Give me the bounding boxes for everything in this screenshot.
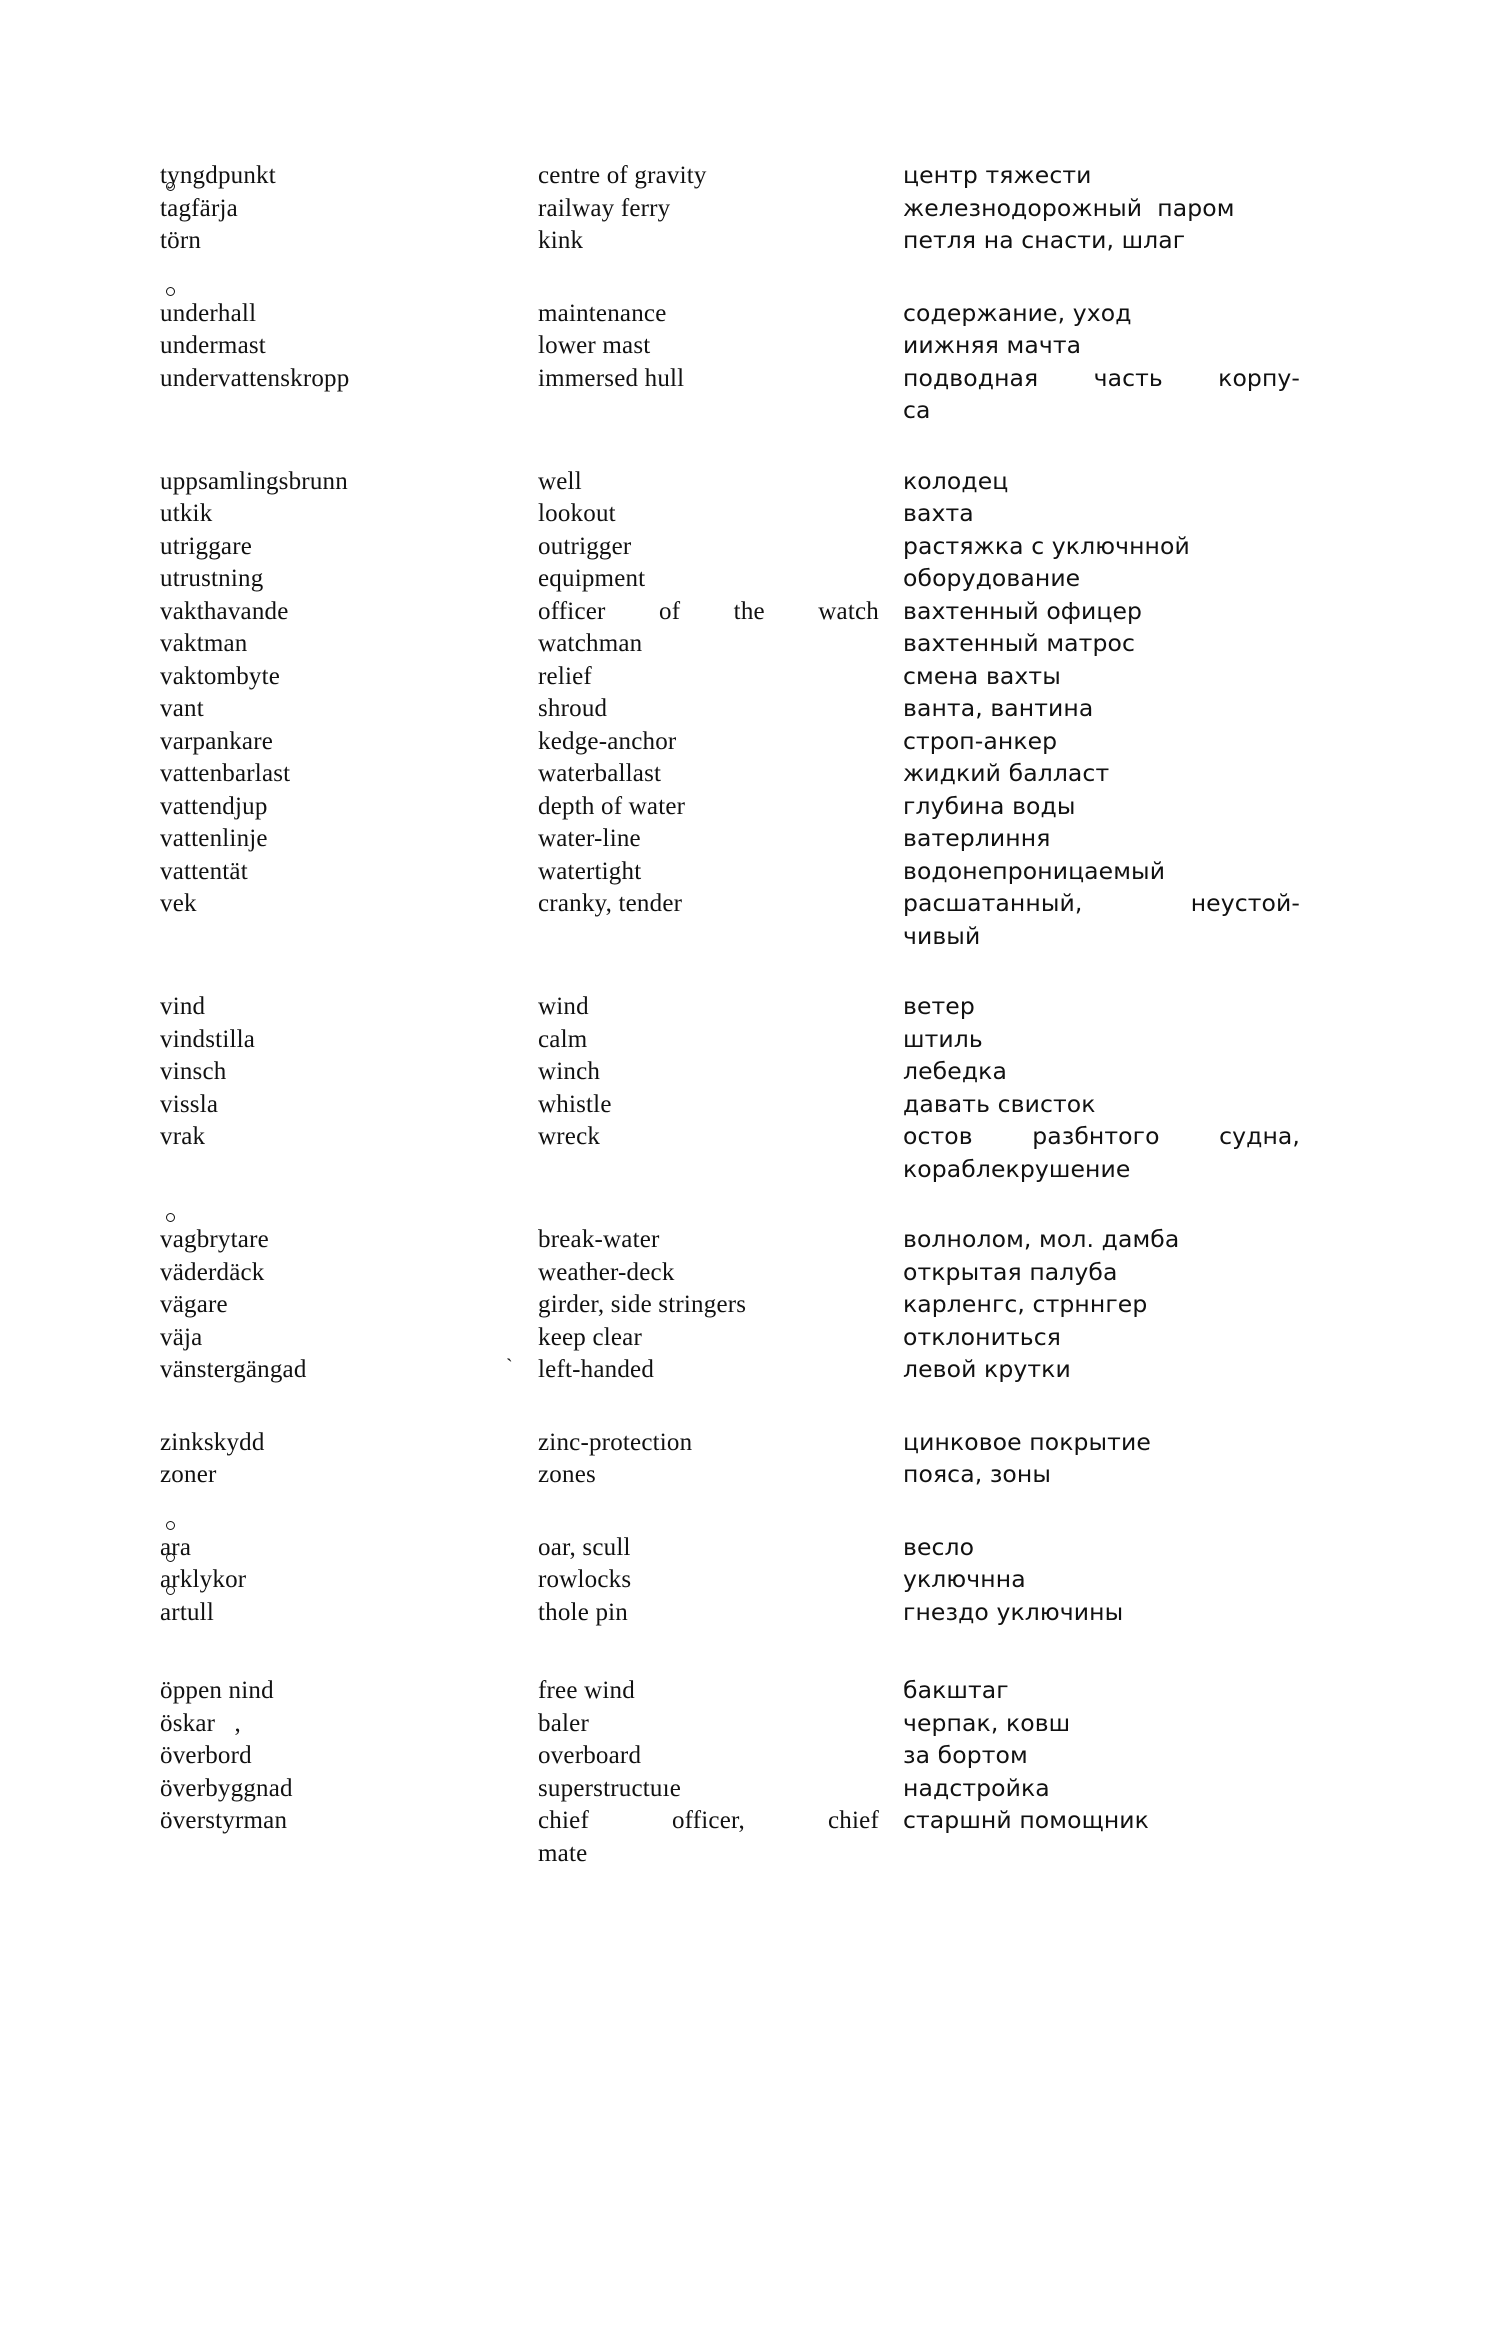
entry-translation-english: winch [538, 1058, 601, 1086]
entry-translation-english: keep clear [538, 1323, 643, 1351]
entry-term-swedish: väja [160, 1323, 203, 1351]
entry-translation-russian: весло [903, 1532, 975, 1561]
entry-translation-english: maintenance [538, 299, 667, 327]
entry-term-swedish [160, 1564, 538, 1597]
dictionary-entry [160, 1805, 1360, 1838]
entry-term-swedish [160, 298, 538, 331]
entry-translation-english: shroud [538, 695, 608, 723]
translation-word: подводная [903, 363, 1039, 392]
entry-translation-english: free wind [538, 1677, 635, 1705]
entry-term-swedish: överbyggnad [160, 1774, 293, 1802]
entry-translation-english: break-water [538, 1226, 660, 1254]
dictionary-entry [160, 791, 1360, 824]
dictionary-entry [160, 498, 1360, 531]
entry-term-swedish: zoner [160, 1461, 217, 1489]
entry-term-swedish [160, 1532, 538, 1565]
entry-translation-english: lower mast [538, 332, 651, 359]
entry-translation-russian [903, 1121, 1360, 1152]
entry-translation-russian: гнездо уключины [903, 1597, 1124, 1626]
entry-translation-russian: растяжка с уключнной [903, 531, 1190, 560]
entry-group [160, 1427, 1360, 1492]
entry-term-swedish: öskar , [160, 1709, 241, 1737]
entry-translation-russian: петля на снасти, шлаг [903, 226, 1186, 254]
entry-translation-russian [903, 888, 1360, 919]
dictionary-entry [160, 363, 1360, 396]
dictionary-entry [160, 225, 1360, 258]
entry-term-swedish: utkik [160, 500, 213, 528]
translation-word: of [659, 597, 681, 625]
entry-translation-russian: старшнй помощник [903, 1806, 1149, 1835]
entry-group [160, 991, 1360, 1184]
entry-term-swedish: vattendjup [160, 792, 268, 820]
entry-term-swedish: vaktombyte [160, 662, 281, 690]
dictionary-entry [160, 1056, 1360, 1089]
entry-translation-english: water-line [538, 825, 641, 853]
entry-term-swedish: vägare [160, 1291, 228, 1319]
dictionary-entry [160, 1121, 1360, 1154]
entry-translation-english: calm [538, 1025, 588, 1053]
entry-translation-russian: давать свисток [903, 1089, 1096, 1118]
entry-term-swedish: överstyrman [160, 1807, 288, 1835]
entry-translation-russian: левой крутки [903, 1355, 1071, 1384]
translation-word: officer, [671, 1807, 745, 1835]
entry-translation-russian [903, 363, 1360, 394]
dictionary-entry [160, 160, 1360, 193]
dictionary-entry [160, 1224, 1360, 1257]
ring-diacritic-mark: vagbrytare [160, 1224, 269, 1257]
dictionary-entry [160, 1322, 1360, 1355]
continuation-english: mate [538, 1839, 588, 1867]
translation-word: the [733, 597, 765, 625]
entry-translation-russian: вахтенный офицер [903, 596, 1143, 625]
dictionary-entry [160, 193, 1360, 226]
ring-diacritic-mark: artull [160, 1597, 214, 1630]
continuation-russian: кораблекрушение [903, 1154, 1131, 1183]
entry-term-swedish: undervattenskropp [160, 364, 350, 392]
entry-term-swedish: vattentät [160, 857, 248, 885]
translation-word: watch [818, 597, 879, 625]
entry-translation-english: equipment [538, 565, 646, 593]
entry-term-swedish: vind [160, 993, 206, 1021]
dictionary-entry [160, 1289, 1360, 1322]
entry-translation-russian: глубина воды [903, 791, 1076, 820]
dictionary-entry [160, 1597, 1360, 1630]
entry-term-swedish: varpankare [160, 727, 274, 755]
entry-continuation [160, 1838, 1360, 1871]
dictionary-entry [160, 661, 1360, 694]
entry-translation-english: zones [538, 1461, 596, 1489]
continuation-russian: са [903, 396, 931, 424]
entry-translation-russian: карленгс, стрннгер [903, 1290, 1148, 1319]
entry-translation-russian: за бортом [903, 1741, 1028, 1770]
entry-term-swedish: vattenlinje [160, 825, 268, 853]
entry-translation-english: centre of gravity [538, 162, 707, 189]
dictionary-entry [160, 888, 1360, 921]
entry-group [160, 298, 1360, 426]
dictionary-entry [160, 466, 1360, 499]
entry-translation-english: kink [538, 227, 584, 254]
entry-translation-russian: колодец [903, 466, 1009, 495]
entry-translation-english: thole pin [538, 1598, 628, 1626]
entry-continuation [160, 395, 1360, 426]
entry-term-swedish [160, 1597, 538, 1630]
entry-translation-russian: черпак, ковш [903, 1708, 1071, 1737]
entry-term-swedish: tyngdpunkt [160, 162, 276, 189]
entry-translation-russian: ветер [903, 992, 975, 1021]
entry-term-swedish: vakthavande [160, 597, 289, 625]
entry-translation-russian: оборудование [903, 564, 1081, 593]
translation-word: officer [538, 597, 606, 625]
entry-term-swedish: vattenbarlast [160, 760, 291, 788]
entry-term-swedish: vant [160, 695, 204, 723]
entry-translation-russian: железнодорожный паром [903, 193, 1235, 222]
entry-translation-english: wreck [538, 1123, 601, 1151]
entry-translation-english: waterballast [538, 760, 662, 788]
entry-term-swedish: överbord [160, 1742, 252, 1770]
entry-translation-english: oar, scull [538, 1533, 631, 1561]
entry-term-swedish: vrak [160, 1123, 206, 1151]
entry-term-swedish: vinsch [160, 1058, 227, 1086]
entry-translation-english: overboard [538, 1742, 642, 1770]
dictionary-entry [160, 1257, 1360, 1290]
dictionary-entry [160, 1354, 1360, 1387]
entry-term-swedish: uppsamlingsbrunn [160, 467, 348, 495]
entry-translation-english: outrigger [538, 532, 632, 560]
entry-translation-english: watertight [538, 857, 642, 885]
entry-translation-russian: строп-анкер [903, 726, 1058, 755]
entry-translation-english: weather-deck [538, 1258, 675, 1286]
translation-word: судна, [1219, 1122, 1300, 1151]
entry-translation-english: relief [538, 662, 592, 690]
dictionary-entry [160, 298, 1360, 331]
entry-term-swedish: vissla [160, 1090, 219, 1118]
entry-translation-english: immersed hull [538, 364, 685, 392]
translation-word: остов [903, 1122, 973, 1151]
translation-word: chief [828, 1807, 879, 1835]
entry-translation-english: girder, side stringers [538, 1291, 747, 1319]
dictionary-entries [160, 160, 1360, 1910]
entry-translation-english: whistle [538, 1090, 612, 1118]
entry-translation-russian: водонепроницаемый [903, 856, 1166, 885]
dictionary-entry [160, 1459, 1360, 1492]
entry-translation-english: kedge-anchor [538, 727, 677, 755]
dictionary-entry [160, 1564, 1360, 1597]
entry-term-swedish: undermast [160, 332, 266, 359]
stray-ink-mark: ˏ [506, 1340, 513, 1362]
dictionary-entry [160, 1708, 1360, 1741]
dictionary-entry [160, 1427, 1360, 1460]
entry-translation-russian: цинковое покрытие [903, 1427, 1151, 1456]
entry-term-swedish [160, 193, 538, 226]
entry-term-swedish: utriggare [160, 532, 253, 560]
entry-translation-russian: открытая палуба [903, 1257, 1118, 1286]
dictionary-entry [160, 1089, 1360, 1122]
dictionary-entry [160, 531, 1360, 564]
entry-translation-english: cranky, tender [538, 890, 683, 918]
dictionary-entry [160, 563, 1360, 596]
entry-translation-russian: волнолом, мол. дамба [903, 1225, 1180, 1254]
dictionary-entry [160, 856, 1360, 889]
entry-translation-english: lookout [538, 500, 616, 528]
dictionary-entry [160, 726, 1360, 759]
entry-term-swedish: vaktman [160, 630, 248, 658]
entry-term-swedish: törn [160, 227, 202, 254]
translation-word: корпу- [1218, 363, 1300, 392]
entry-group [160, 1224, 1360, 1387]
entry-term-swedish: öppen nind [160, 1677, 274, 1705]
ring-diacritic-mark: tagfärja [160, 193, 238, 226]
entry-translation-russian: жидкий балласт [903, 759, 1110, 788]
entry-term-swedish: zinkskydd [160, 1428, 265, 1456]
entry-translation-russian: смена вахты [903, 661, 1061, 690]
entry-group [160, 1675, 1360, 1870]
entry-translation-english [538, 1805, 903, 1838]
entry-continuation [160, 921, 1360, 952]
entry-translation-russian: ванта, вантина [903, 694, 1094, 723]
continuation-russian: чивый [903, 921, 981, 950]
entry-translation-english: superstructuıe [538, 1774, 682, 1802]
entry-group [160, 466, 1360, 952]
entry-translation-russian: штиль [903, 1024, 983, 1053]
entry-translation-english: railway ferry [538, 194, 671, 222]
dictionary-entry [160, 1740, 1360, 1773]
dictionary-entry [160, 628, 1360, 661]
entry-translation-russian: вахтенный матрос [903, 629, 1135, 658]
translation-word: расшатанный, [903, 889, 1083, 918]
dictionary-entry [160, 991, 1360, 1024]
dictionary-entry [160, 1024, 1360, 1057]
entry-translation-russian: пояса, зоны [903, 1460, 1052, 1489]
entry-translation-russian: вахта [903, 499, 974, 528]
entry-group [160, 1532, 1360, 1630]
entry-translation-english: left-handed [538, 1356, 655, 1384]
entry-term-swedish: utrustning [160, 565, 264, 593]
entry-translation-english: zinc-protection [538, 1428, 693, 1456]
entry-term-swedish: vindstilla [160, 1025, 256, 1053]
entry-translation-english: watchman [538, 630, 643, 658]
entry-translation-russian: отклониться [903, 1322, 1061, 1351]
entry-term-swedish: vek [160, 890, 197, 918]
entry-translation-russian: ватерлиння [903, 824, 1051, 853]
entry-translation-russian: иижняя мачта [903, 331, 1082, 359]
entry-translation-english: depth of water [538, 792, 686, 820]
dictionary-entry [160, 693, 1360, 726]
entry-translation-english: wind [538, 993, 589, 1021]
entry-translation-english: rowlocks [538, 1566, 632, 1594]
entry-translation-english: well [538, 467, 582, 495]
ring-diacritic-mark: arklykor [160, 1564, 246, 1597]
translation-word: часть [1093, 363, 1163, 392]
entry-translation-russian: бакштаг [903, 1676, 1009, 1705]
dictionary-entry [160, 823, 1360, 856]
translation-word: разбнтого [1032, 1122, 1160, 1151]
entry-term-swedish [160, 1224, 538, 1257]
dictionary-entry [160, 330, 1360, 363]
dictionary-entry [160, 1675, 1360, 1708]
entry-translation-russian: уключнна [903, 1565, 1026, 1594]
entry-term-swedish: vänstergängad [160, 1356, 307, 1384]
entry-continuation [160, 1154, 1360, 1185]
dictionary-entry [160, 1773, 1360, 1806]
ring-diacritic-mark: ara [160, 1532, 191, 1565]
dictionary-entry [160, 758, 1360, 791]
dictionary-entry [160, 1532, 1360, 1565]
translation-word: неустой- [1190, 889, 1300, 918]
entry-translation-russian: содержание, уход [903, 298, 1132, 327]
dictionary-entry [160, 596, 1360, 629]
ring-diacritic-mark: underhall [160, 298, 256, 331]
entry-term-swedish: väderdäck [160, 1258, 265, 1286]
entry-translation-english: baler [538, 1709, 589, 1737]
entry-translation-russian: лебедка [903, 1057, 1007, 1086]
entry-group [160, 160, 1360, 258]
entry-translation-english [538, 596, 903, 629]
entry-translation-russian: надстройка [903, 1773, 1050, 1802]
entry-translation-russian: центр тяжести [903, 161, 1092, 189]
translation-word: chief [538, 1807, 589, 1835]
